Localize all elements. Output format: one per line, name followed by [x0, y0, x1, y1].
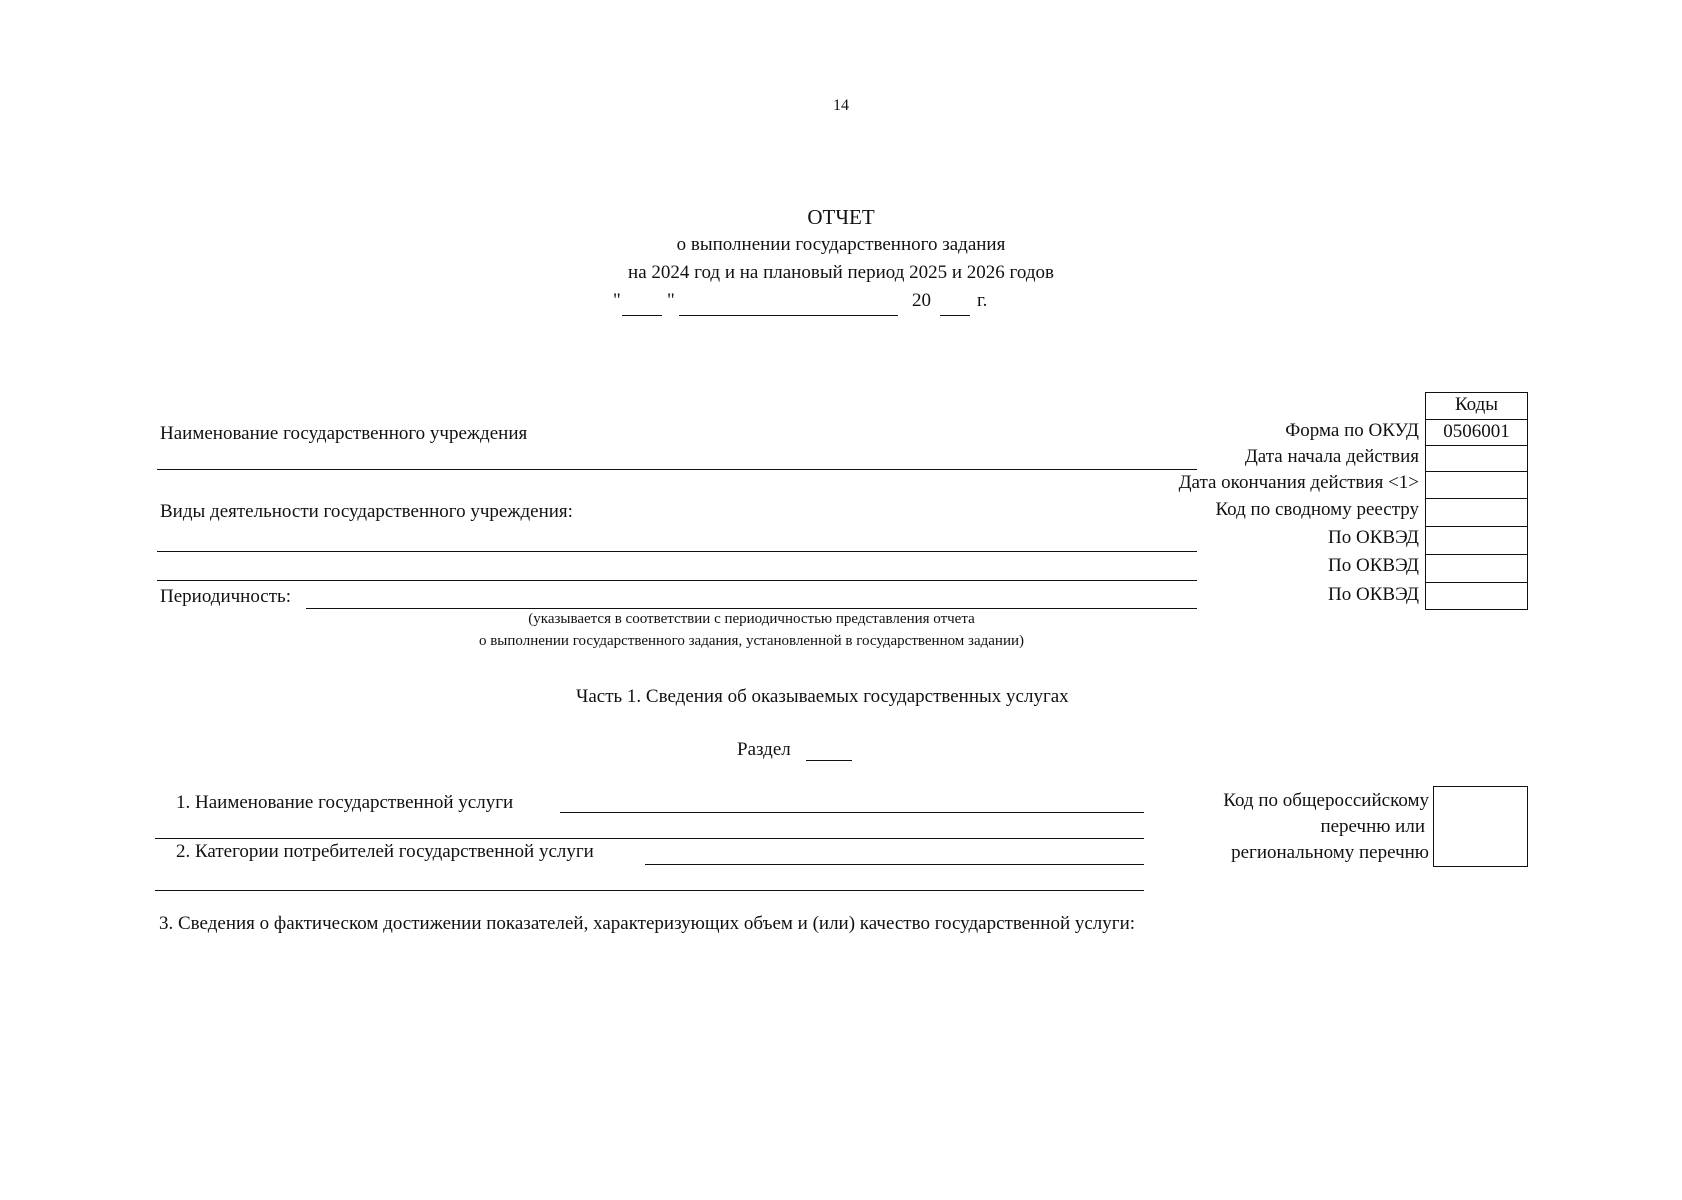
date-year-field[interactable]: [940, 315, 970, 316]
service-name-label: 1. Наименование государственной услуги: [176, 792, 514, 813]
code-label-start-date: Дата начала действия: [1244, 446, 1419, 467]
institution-field[interactable]: [157, 469, 1197, 470]
registry-code-label-1: Код по общероссийскому: [1223, 790, 1429, 811]
report-subtitle-1: о выполнении государственного задания: [676, 234, 1006, 255]
date-quote-open: ": [613, 290, 621, 311]
code-value-okud[interactable]: 0506001: [1426, 419, 1527, 445]
registry-code-label-3: региональному перечню: [1231, 842, 1429, 863]
registry-code-label-2: перечню или: [1320, 816, 1425, 837]
activities-field-1[interactable]: [157, 551, 1197, 552]
report-subtitle-2: на 2024 год и на плановый период 2025 и 2026 годов: [628, 262, 1054, 283]
code-value-end-date[interactable]: [1426, 471, 1527, 498]
activities-field-2[interactable]: [157, 580, 1197, 581]
consumers-field-2[interactable]: [155, 890, 1144, 891]
activities-label: Виды деятельности государственного учреждения:: [160, 501, 573, 522]
code-label-okved-1: По ОКВЭД: [1328, 527, 1419, 548]
indicators-label: 3. Сведения о фактическом достижении показателей, характеризующих объем и (или) качество государственной услуги:: [159, 913, 1136, 934]
part1-title: Часть 1. Сведения об оказываемых государственных услугах: [576, 686, 1069, 707]
code-value-okved-1[interactable]: [1426, 526, 1527, 554]
codes-table: [1425, 392, 1528, 610]
periodicity-note-1: (указывается в соответствии с периодичностью представления отчета: [528, 611, 975, 627]
codes-header: Коды: [1454, 394, 1499, 415]
date-quote-close: ": [667, 290, 675, 311]
section-label: Раздел: [737, 739, 791, 760]
page-number: 14: [833, 97, 849, 114]
code-value-registry[interactable]: [1426, 498, 1527, 526]
code-value-okved-3[interactable]: [1426, 582, 1527, 609]
service-name-field-2[interactable]: [155, 838, 1144, 839]
periodicity-note-2: о выполнении государственного задания, установленной в государственном задании): [478, 633, 1025, 649]
section-number-field[interactable]: [806, 760, 852, 761]
date-day-field[interactable]: [622, 315, 662, 316]
date-year-prefix: 20: [912, 290, 931, 311]
consumers-field[interactable]: [645, 864, 1144, 865]
code-label-okud: Форма по ОКУД: [1285, 420, 1419, 441]
registry-code-box[interactable]: [1433, 786, 1528, 867]
code-label-end-date: Дата окончания действия <1>: [1178, 472, 1419, 493]
code-label-okved-3: По ОКВЭД: [1328, 584, 1419, 605]
report-title: ОТЧЕТ: [807, 205, 875, 229]
consumers-label: 2. Категории потребителей государственной услуги: [176, 841, 594, 862]
date-suffix: г.: [977, 290, 988, 311]
code-value-okved-2[interactable]: [1426, 554, 1527, 582]
date-month-field[interactable]: [679, 315, 898, 316]
code-label-registry: Код по сводному реестру: [1215, 499, 1419, 520]
institution-label: Наименование государственного учреждения: [160, 423, 528, 444]
code-value-start-date[interactable]: [1426, 445, 1527, 471]
code-label-okved-2: По ОКВЭД: [1328, 555, 1419, 576]
periodicity-label: Периодичность:: [160, 586, 291, 607]
service-name-field[interactable]: [560, 812, 1144, 813]
